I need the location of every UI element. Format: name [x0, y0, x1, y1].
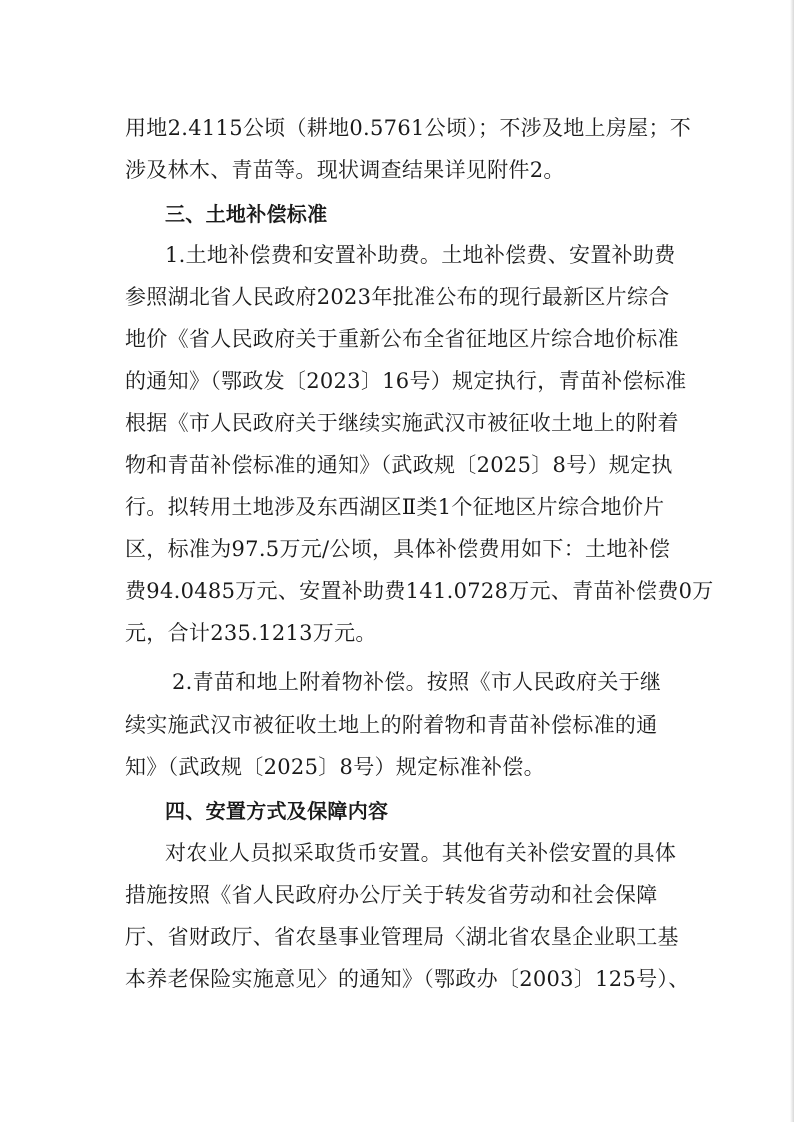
paragraph-line: 措施按照《省人民政府办公厅关于转发省劳动和社会保障 — [125, 883, 658, 907]
paragraph-line: 厅、省财政厅、省农垦事业管理局〈湖北省农垦企业职工基 — [125, 925, 679, 949]
paragraph-line: 根据《市人民政府关于继续实施武汉市被征收土地上的附着 — [125, 411, 679, 435]
paragraph-line: 本养老保险实施意见〉的通知》（鄂政办〔2003〕125号）、 — [125, 967, 690, 991]
paragraph-line: 行。拟转用土地涉及东西湖区Ⅱ类1个征地区片综合地价片 — [125, 495, 665, 519]
paragraph-line: 元，合计235.1213万元。 — [125, 621, 377, 645]
paragraph-line: 区，标准为97.5万元/公顷，具体补偿费用如下：土地补偿 — [125, 537, 671, 561]
paragraph-line: 1.土地补偿费和安置补助费。土地补偿费、安置补助费 — [165, 243, 676, 267]
section-heading-resettlement: 四、安置方式及保障内容 — [165, 799, 389, 823]
section-heading-land-compensation: 三、土地补偿标准 — [165, 202, 328, 226]
paragraph-line: 的通知》（鄂政发〔2023〕16号）规定执行，青苗补偿标准 — [125, 369, 687, 393]
paragraph-line: 地价《省人民政府关于重新公布全省征地区片综合地价标准 — [125, 327, 679, 351]
scan-edge-shadow — [790, 0, 794, 1122]
paragraph-line: 续实施武汉市被征收土地上的附着物和青苗补偿标准的通 — [125, 713, 658, 737]
paragraph-line: 费94.0485万元、安置补助费141.0728万元、青苗补偿费0万 — [125, 579, 714, 603]
paragraph-line: 参照湖北省人民政府2023年批准公布的现行最新区片综合 — [125, 285, 670, 309]
paragraph-line: 物和青苗补偿标准的通知》（武政规〔2025〕8号）规定执 — [125, 453, 673, 477]
paragraph-line: 用地2.4115公顷（耕地0.5761公顷）；不涉及地上房屋；不 — [125, 116, 692, 140]
paragraph-line: 对农业人员拟采取货币安置。其他有关补偿安置的具体 — [165, 841, 677, 865]
paragraph-line: 知》（武政规〔2025〕8号）规定标准补偿。 — [125, 755, 545, 779]
paragraph-line: 2.青苗和地上附着物补偿。按照《市人民政府关于继 — [172, 670, 662, 694]
paragraph-line: 涉及林木、青苗等。现状调查结果详见附件2。 — [125, 158, 565, 182]
